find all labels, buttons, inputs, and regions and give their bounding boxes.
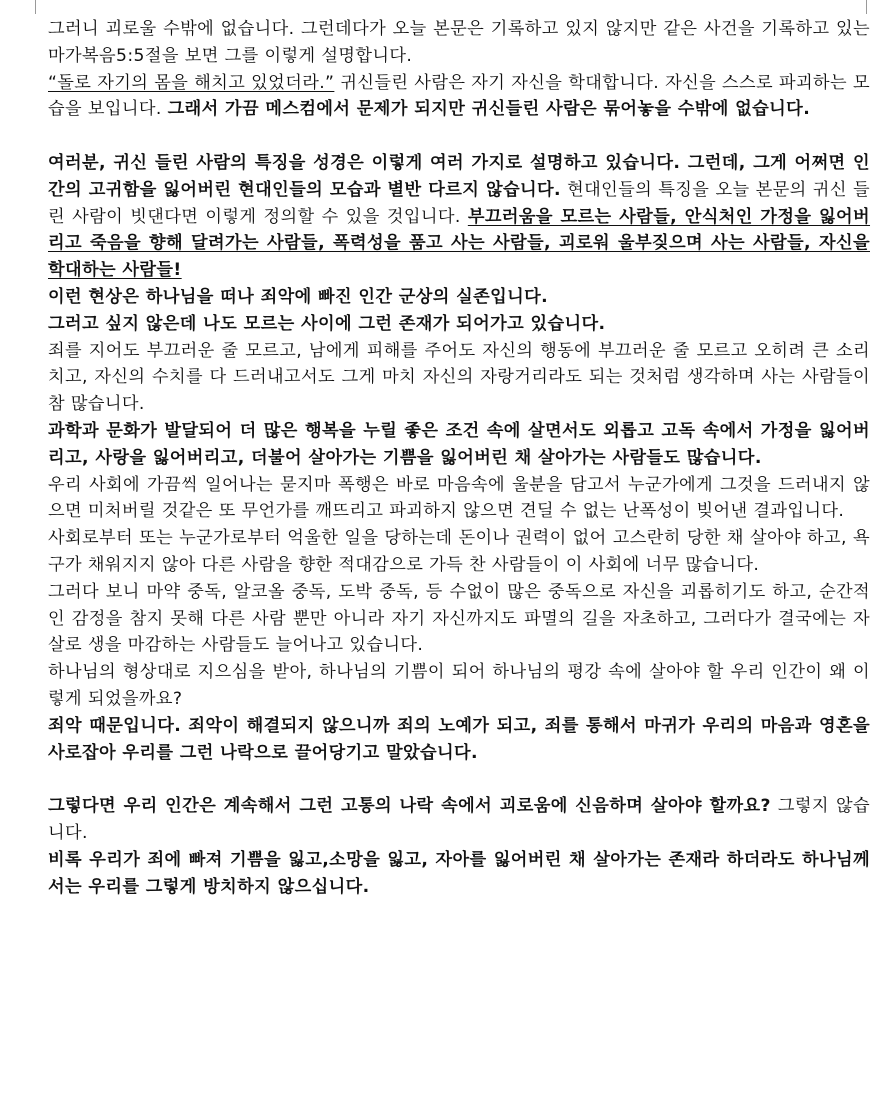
empty-line [48, 123, 870, 150]
scripture-quote: “돌로 자기의 몸을 해치고 있었더라.” [48, 72, 335, 93]
paragraph [48, 472, 870, 526]
bold-underlined-text-run: 부끄러움을 모르는 사람들, 안식처인 가정을 잃어버리고 죽음을 향해 달려가는 사람들, 폭력성을 품고 사는 사람들, 괴로워 울부짖으며 사는 사람들, 자신을 학대하는 사람들! [48, 206, 871, 281]
bold-text-run: 비록 우리가 죄에 빠져 기쁨을 잃고,소망을 잃고, 자아를 잃어버린 채 살아가는 존재라 하더라도 하나님께서는 우리를 그렇게 방치하지 않으십니다. [48, 849, 870, 897]
paragraph [48, 311, 870, 338]
paragraph [48, 418, 870, 472]
paragraph [48, 284, 870, 311]
bold-text-run: 그러고 싶지 않은데 나도 모르는 사이에 그런 존재가 되어가고 있습니다. [48, 313, 606, 334]
bold-text-run: 죄악 때문입니다. 죄악이 해결되지 않으니까 죄의 노예가 되고, 죄를 통해서 마귀가 우리의 마음과 영혼을 사로잡아 우리를 그런 나락으로 끌어당기고 말았습니다. [48, 715, 870, 763]
bold-text-run: 그래서 가끔 메스컴에서 문제가 되지만 귀신들린 사람은 묶어놓을 수밖에 없습니다. [167, 99, 811, 120]
empty-line [48, 766, 870, 793]
text-run: 그러다 보니 마약 중독, 알코올 중독, 도박 중독, 등 수없이 많은 중독으로 자신을 괴롭히기도 하고, 순간적인 감정을 참지 못해 다른 사람 뿐만 아니라 자기 자신까지도 파멸의 길을 자초하고, 그러다가 결국에는 자살로 생을 마감하는 사람들도 늘어나고 있습니다. [48, 581, 870, 656]
bold-text-run: 그렇다면 우리 인간은 계속해서 그런 고통의 나락 속에서 괴로움에 신음하며 살아야 할까요? [48, 796, 771, 817]
left-margin-corner-mark [35, 0, 36, 14]
paragraph [48, 150, 870, 284]
paragraph [48, 847, 870, 901]
text-run: 죄를 지어도 부끄러운 줄 모르고, 남에게 피해를 주어도 자신의 행동에 부끄러운 줄 모르고 오히려 큰 소리치고, 자신의 수치를 다 드러내고서도 그게 마치 자신의 자랑거리라도 되는 것처럼 생각하며 사는 사람들이 참 많습니다. [48, 340, 870, 415]
paragraph [48, 579, 870, 659]
document-body[interactable] [48, 16, 870, 900]
paragraph [48, 659, 870, 713]
bold-text-run: 여러분, 귀신 들린 사람의 특징을 성경은 이렇게 여러 가지로 설명하고 있습니다. 그런데, 그게 어쩌면 인간의 고귀함을 잃어버린 현대인들의 모습과 별반 다르지 않습니다. [48, 152, 870, 200]
paragraph [48, 338, 870, 418]
bold-text-run: 과학과 문화가 발달되어 더 많은 행복을 누릴 좋은 조건 속에 살면서도 외롭고 고독 속에서 가정을 잃어버리고, 사랑을 잃어버리고, 더불어 살아가는 기쁨을 잃어버린 채 살아가는 사람들도 많습니다. [48, 420, 870, 468]
text-run: 하나님의 형상대로 지으심을 받아, 하나님의 기쁨이 되어 하나님의 평강 속에 살아야 할 우리 인간이 왜 이렇게 되었을까요? [48, 662, 870, 709]
text-run: 현대인들의 특징을 오늘 본문의 귀신 들린 사람이 빗댄다면 이렇게 정의할 수 있을 것입니다. [48, 179, 870, 227]
text-run: 귀신들린 사람은 자기 자신을 학대합니다. 자신을 스스로 파괴하는 모습을 보입니다. [48, 72, 870, 120]
text-run: 사회로부터 또는 누군가로부터 억울한 일을 당하는데 돈이나 권력이 없어 고스란히 당한 채 살아야 하고, 욕구가 채워지지 않아 다른 사람을 향한 적대감으로 가득 찬 사람들이 이 사회에 너무 많습니다. [48, 528, 870, 575]
text-run: 그렇지 않습니다. [48, 796, 870, 843]
right-margin-corner-mark [866, 0, 867, 14]
paragraph [48, 525, 870, 579]
paragraph [48, 70, 870, 124]
bold-text-run: 이런 현상은 하나님을 떠나 죄악에 빠진 인간 군상의 실존입니다. [48, 286, 549, 307]
paragraph [48, 16, 870, 70]
paragraph [48, 713, 870, 767]
paragraph [48, 793, 870, 847]
text-run: 우리 사회에 가끔씩 일어나는 묻지마 폭행은 바로 마음속에 울분을 담고서 누군가에게 그것을 드러내지 않으면 미처버릴 것같은 또 무언가를 깨뜨리고 파괴하지 않으면 견딜 수 없는 난폭성이 빚어낸 결과입니다. [48, 474, 870, 522]
text-run: 그러니 괴로울 수밖에 없습니다. 그런데다가 오늘 본문은 기록하고 있지 않지만 같은 사건을 기록하고 있는 마가복음5:5절을 보면 그를 이렇게 설명합니다. [48, 19, 870, 66]
